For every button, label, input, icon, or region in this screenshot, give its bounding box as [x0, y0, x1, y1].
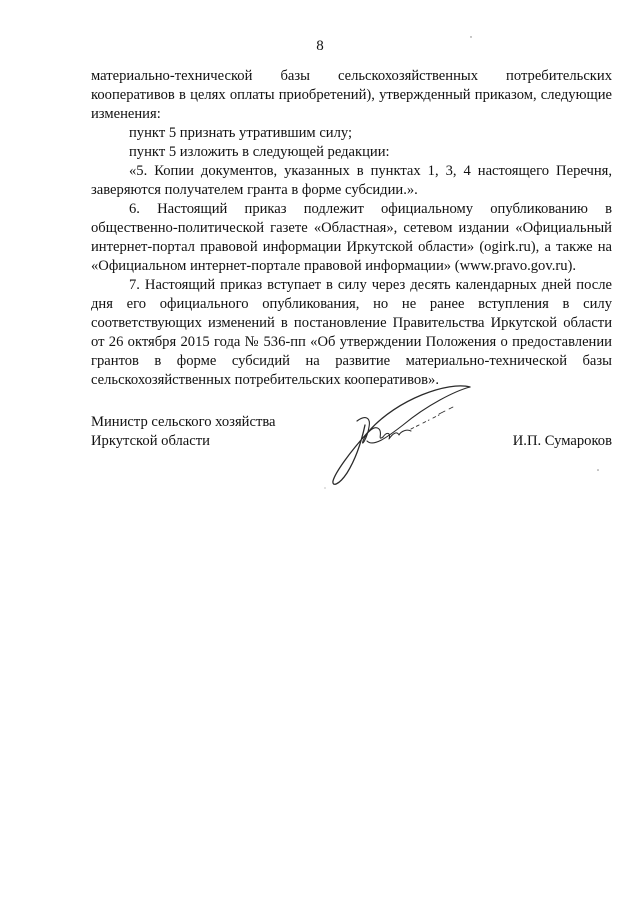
paragraph-clause-7: 7. Настоящий приказ вступает в силу через десять календарных дней после дня его официального опубликования, но не ранее вступления в силу соответствующих изменений в постановление Правительства Иркутской области от 26 октября 2015 года № 536-пп «Об утверждении Положения о предоставлении грантов в форме субсидий на развитие материально-технической базы сельскохозяйственных потребительских кооперативов».	[91, 277, 612, 388]
page-number: 8	[316, 38, 324, 54]
paragraph-item-5-text: «5. Копии документов, указанных в пунктах 1, 3, 4 настоящего Перечня, заверяются получателем гранта в форме субсидии.».	[91, 163, 612, 198]
paragraph-item-5-new-wording: пункт 5 изложить в следующей редакции:	[129, 144, 390, 160]
signature-block	[91, 413, 612, 503]
signer-position-line-1: Министр сельского хозяйства	[91, 414, 276, 430]
document-body	[91, 67, 612, 390]
paragraph-clause-6: 6. Настоящий приказ подлежит официальному опубликованию в общественно-политической газете «Областная», сетевом издании «Официальный интернет-портал правовой информации Иркутской области» (ogirk.ru), а также на «Официальном интернет-портале правовой информации» (www.pravo.gov.ru).	[91, 201, 612, 274]
signer-position-line-2: Иркутской области	[91, 433, 210, 449]
paragraph-intro: материально-технической базы сельскохозяйственных потребительских кооперативов в целях оплаты приобретений), утвержденный приказом, следующие изменения:	[91, 68, 612, 122]
paragraph-item-5-repeal: пункт 5 признать утратившим силу;	[129, 125, 353, 141]
handwritten-signature	[327, 381, 477, 491]
signer-name: И.П. Сумароков	[512, 433, 612, 449]
signer-position	[91, 413, 331, 451]
